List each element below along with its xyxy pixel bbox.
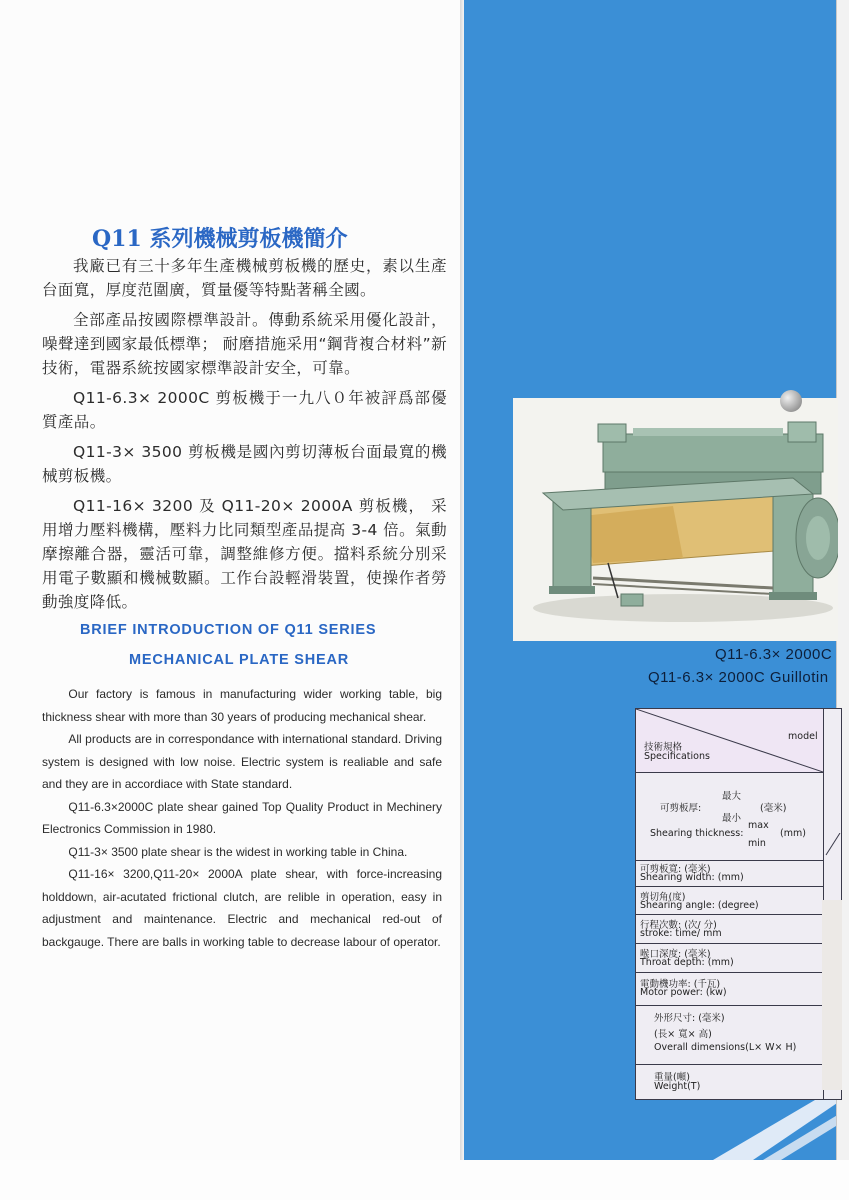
- spec-row-width: [636, 860, 823, 887]
- torn-edge: [822, 900, 842, 1090]
- english-paragraph: Q11-16× 3200,Q11-20× 2000A plate shear, with force-increasing holddown, air-acutated frictional clutch, are relible in operation, easy in adjustment and maintenance. Electric and mechanical red-out of backgauge. There are balls in working table to decrease labour of operator.: [42, 867, 442, 949]
- chinese-body: [42, 254, 447, 620]
- spec-row-dimensions: [636, 1006, 823, 1065]
- circle-bullet-icon: [780, 390, 802, 412]
- spec-row-weight: [636, 1065, 823, 1099]
- spec-label: 電動機功率: (千瓦): [640, 979, 721, 990]
- english-paragraph: Q11-6.3×2000C plate shear gained Top Quality Product in Mechinery Electronics Commission in 1980.: [42, 799, 442, 836]
- table-stub-line: [824, 833, 844, 863]
- spec-label: (毫米): [760, 803, 787, 814]
- spec-label: stroke: time/ mm: [640, 928, 722, 939]
- photo-caption-cn: Q11-6.3× 2000C: [715, 646, 833, 663]
- spec-row-throat: [636, 944, 823, 973]
- spec-label: Motor power: (kw): [640, 987, 727, 998]
- spec-row-motor: [636, 973, 823, 1006]
- spec-label: 喉口深度: (毫米): [640, 949, 711, 960]
- spec-label: 最小: [722, 813, 742, 824]
- spec-table-header: [636, 709, 823, 773]
- spec-label: (長× 寬× 高): [654, 1029, 712, 1040]
- machine-photo: [513, 398, 838, 641]
- english-paragraph: Q11-3× 3500 plate shear is the widest in working table in China.: [68, 844, 408, 859]
- spec-header-cn: 技術規格: [644, 742, 683, 753]
- chinese-title: Q11 系列機械剪板機簡介: [92, 226, 348, 252]
- chinese-paragraph: 我廠已有三十多年生產機械剪板機的歷史，素以生產台面寬，厚度范圍廣，質量優等特點著稱全國。: [42, 257, 447, 299]
- spec-label: Shearing angle: (degree): [640, 900, 759, 911]
- spec-label: Throat depth: (mm): [640, 957, 734, 968]
- spec-row-thickness: [636, 772, 823, 861]
- chinese-paragraph: 全部產品按國際標準設計。傳動系統采用優化設計，噪聲達到國家最低標準； 耐磨措施采用“鋼背複合材料”新技術，電器系統按國家標準設計安全，可靠。: [42, 311, 447, 377]
- page-fold: [460, 0, 464, 1160]
- spec-label: 外形尺寸: (毫米): [654, 1013, 725, 1024]
- model-label: model: [788, 731, 818, 742]
- spec-table: [635, 708, 842, 1100]
- chinese-paragraph: Q11-16× 3200 及 Q11-20× 2000A 剪板機， 采用增力壓料機構，壓料力比同類型產品提高 3-4 倍。氣動摩擦離合器，靈活可靠，調整維修方便。擋料系統分別采用電子數顯和機械數顯。工作台設輕滑裝置，使操作者勞動強度降低。: [42, 497, 447, 611]
- spec-row-angle: [636, 887, 823, 915]
- spec-label: Shearing width: (mm): [640, 872, 744, 883]
- photo-caption-en: Q11-6.3× 2000C Guillotin: [648, 669, 829, 686]
- chinese-paragraph: Q11-6.3× 2000C 剪板機于一九八０年被評爲部優質產品。: [42, 389, 447, 431]
- english-title-line1: BRIEF INTRODUCTION OF Q11 SERIES: [80, 622, 377, 638]
- bottom-margin: [0, 1160, 849, 1200]
- english-body: [42, 683, 442, 953]
- spec-label: 剪切角(度): [640, 892, 686, 903]
- spec-label: (mm): [780, 828, 806, 839]
- spec-label: Weight(T): [654, 1081, 701, 1092]
- spec-header-en: Specifications: [644, 751, 710, 762]
- english-paragraph: Our factory is famous in manufacturing wider working table, big thickness shear with more than 30 years of producing mechanical shear.: [42, 687, 442, 724]
- spec-label: 重量(噸): [654, 1072, 690, 1083]
- spec-label: min: [748, 838, 766, 849]
- spec-label: 行程次數: (次/ 分): [640, 920, 717, 931]
- spec-label: Overall dimensions(L× W× H): [654, 1042, 797, 1053]
- spec-label: 可剪板寬: (毫米): [640, 864, 711, 875]
- spec-row-stroke: [636, 915, 823, 944]
- chinese-paragraph: Q11-3× 3500 剪板機是國內剪切薄板台面最寬的機械剪板機。: [42, 443, 447, 485]
- spec-label: max: [748, 820, 769, 831]
- spec-label: Shearing thickness:: [650, 828, 744, 839]
- english-title-line2: MECHANICAL PLATE SHEAR: [129, 652, 350, 668]
- spec-label: 可剪板厚:: [660, 803, 702, 814]
- english-paragraph: All products are in correspondance with international standard. Driving system is designed with low noise. Electric system is realiable and safe and they are in accordiace with State standard.: [42, 732, 442, 791]
- spec-label: 最大: [722, 791, 742, 802]
- plate-shear-illustration: [513, 398, 838, 641]
